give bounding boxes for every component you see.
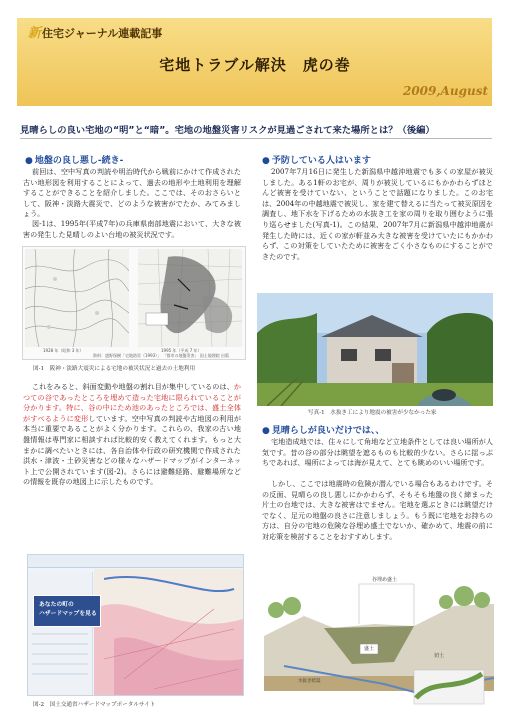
- article-subtitle: 見晴らしの良い宅地の“明”と“暗”。宅地の地盤災害リスクが見過ごされて来た場所とは？（後編）: [20, 125, 435, 136]
- map-1995-label: 1995 年（平成 7 年）: [161, 348, 202, 353]
- bullet-icon: ●: [262, 426, 270, 436]
- portal-map: [94, 569, 243, 695]
- series-label: 住宅ジャーナル連載記事: [42, 27, 163, 40]
- left-paragraph-3: [23, 382, 241, 488]
- p3-highlight: かつての谷であったところを埋めて造った宅地に限られていることが分かります。特に、谷の中にため池のあったところでは、盛土全体がすべるように変形: [23, 382, 241, 423]
- series-title: [28, 22, 162, 41]
- hazard-map-link[interactable]: [33, 595, 101, 627]
- left-paragraph-2: 図-1は、1995年(平成7年)の兵庫県南部地震において、大きな被害の発生した見晴しのよい台地の被災状況です。: [23, 219, 241, 239]
- bullet-icon: ●: [262, 156, 270, 166]
- section-heading-text: 地盤の良し悪し-続き-: [34, 156, 124, 166]
- figure-1-maps: [22, 246, 246, 360]
- divider: [20, 138, 492, 139]
- page-title: 宅地トラブル解決 虎の巻: [159, 56, 351, 74]
- drain-pipe-label: 水抜き暗渠: [298, 679, 321, 684]
- section-heading-ground: [25, 153, 123, 166]
- fill-label: 盛土: [364, 646, 375, 652]
- bullet-icon: ●: [25, 156, 33, 166]
- figure-2-caption: 図-2 国土交通省ハザードマップポータルサイト: [33, 702, 156, 708]
- series-new-badge: 新: [28, 26, 42, 41]
- p3-lead: これをみると、斜面変動や地盤の割れ目が集中しているのは、: [32, 382, 234, 391]
- map-source-label: 資料：盛野保樹「宅地防災（1993）」 「都市の地盤災害」 国土地理院 出版: [93, 353, 229, 358]
- section-heading-text: 見晴らしが良いだけでは、、: [271, 426, 385, 436]
- right-paragraph-3: しかし、ここでは地震時の危険が潜んでいる場合もあるわけです。その反面、見晴らの良し悪しにかかわらず、そもそも地盤の良く締まった片土の台地では、大きな被害はでません。宅地を選ぶときには眺望だけでなく、足元の地盤の良さに注意しましょう。もう既に宅地をお持ちの方は、自分の宅地の危険な谷埋め盛土でないか、確かめて、地震の前に対応策を検討することをおすすめします。: [262, 479, 493, 541]
- portal-sidebar: [28, 572, 93, 695]
- right-paragraph-1: 2007年7月16日に発生した新潟県中越沖地震でも多くの家屋が被災しました。ある1軒のお宅が、周りが被災しているにもかかわらずほとんど被害を受けていない、ということで話題になりました。このお宅は、2004年の中越地震で被災し、家を建て替えるに当たって被災原因を調査し、地下水を下げるための水抜き工を家の周りを取り囲むように張り巡らせました(写真-1)。この結果、2007年7月に新潟県中越沖地震が発生した時には、近くの家が軒並み大きな被害を受けていたにもかかわらず、この対策をしていたために被害をごく小さなものにすることができたのです。: [262, 167, 493, 261]
- map-1928-label: 1928 年（昭和 3 年）: [43, 348, 84, 353]
- hazard-map-link-line2: ハザードマップを見る: [39, 611, 97, 617]
- issue-date: 2009,August: [402, 84, 488, 98]
- section-heading-view: [262, 423, 384, 436]
- portal-header: [28, 555, 243, 568]
- right-paragraph-2: 宅地造成地では、住々にして角地など立地条件としては良い場所が人気です。昔の谷の部分は眺望を遮るものも比較的少ない。さらに揺っぷちであれば、場所によっては海が見えて、とても眺めのいい場所です。: [262, 437, 493, 468]
- section-heading-prevention: [262, 153, 371, 166]
- map-1995: [138, 249, 242, 347]
- photo-1-house: [257, 293, 493, 406]
- cut-label: 切土: [434, 653, 445, 659]
- left-paragraph-1: 前回は、空中写真の判読や明治時代から戦前にかけて作成された古い地形図を利用することによって、過去の地形や土地利用を理解することができることを紹介しました。ここでは、そのおさらいとして、阪神・淡路大震災で、どのような被害がでたか、みてみましょう。: [23, 167, 241, 219]
- map-1928: [25, 249, 129, 347]
- photo-1-caption: 写真-1 水抜き工により地震の被害が少なかった家: [308, 410, 437, 416]
- section-heading-text: 予防している人はいます: [271, 156, 371, 166]
- figure-1-caption: 図-1 阪神・淡路大震災による宅地の被災状況と過去の土地利用: [33, 366, 196, 372]
- figure-2-hazard-portal: [27, 554, 244, 696]
- valley-fill-diagram: [264, 566, 494, 706]
- valley-fill-label: 谷埋め盛土: [372, 577, 398, 583]
- p3-rest: しています。空中写真の判読や古地図の利用が本当に重要であることがよく分かります。これらの、我家の古い地盤情報は専門家に相談すれば比較的安く教えてくれます。もっと大まかに調べたいときには、各自治体や行政の研究機関で作成された 洪水・津波・土砂災害などの様々なハザードマップがインターネット上で公開されています(図-2)。さらには避難経路、避難場所などの情報を既存の地図上に示したものです。: [23, 413, 241, 487]
- hazard-map-link-line1: あなたの町の: [39, 602, 74, 608]
